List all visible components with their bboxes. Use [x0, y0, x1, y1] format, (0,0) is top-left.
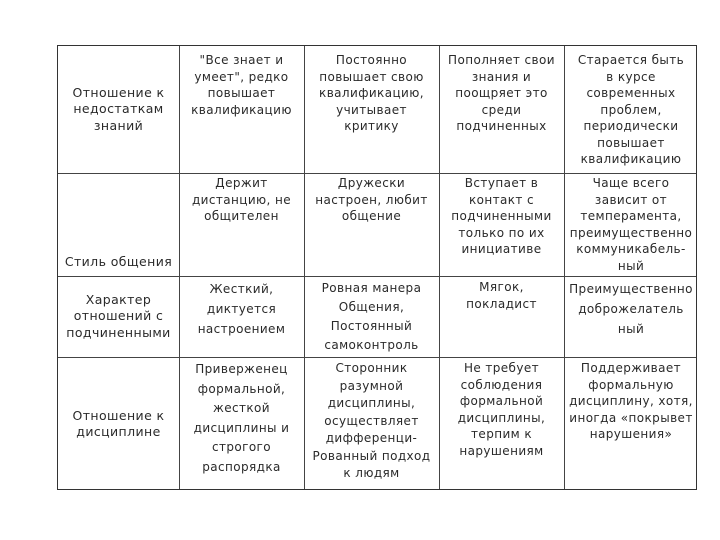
table-cell: Держит дистанцию, не общителен	[191, 176, 291, 223]
table-cell: Мягок, покладист	[466, 280, 537, 311]
table-cell: Дружески настроен, любит общение	[315, 176, 428, 223]
table-cell: Поддерживает формальную дисциплину, хотя, иногда «покрывет нарушения»	[569, 361, 693, 441]
row-label-discipline: Отношение к дисциплине	[72, 407, 165, 439]
table-cell: Приверженец формальной, жесткой дисциплины и строгого распорядка	[193, 362, 290, 474]
table-cell: Не требует соблюдения формальной дисциплины, терпим к нарушениям	[457, 361, 546, 458]
table-cell: Жесткий, диктуется настроением	[197, 282, 286, 336]
table-cell: Чаще всего зависит от темперамента, преимущественно коммуникабель- ный	[569, 176, 693, 273]
leadership-style-table	[57, 45, 697, 490]
row-label-knowledge: Отношение к недостаткам знаний	[72, 84, 165, 133]
table-cell: Преимущественно доброжелатель ный	[569, 282, 693, 336]
table-cell: Вступает в контакт с подчиненными только по их инициативе	[451, 176, 552, 256]
row-label-communication: Стиль общения	[64, 253, 173, 269]
table-cell: Ровная манера Общения, Постоянный самоконтроль	[321, 281, 422, 352]
table-cell: Старается быть в курсе современных проблем, периодически повышает квалификацию	[577, 53, 685, 166]
table-cell: Постоянно повышает свою квалификацию, учитывает критику	[319, 53, 424, 133]
table-cell: "Все знает и умеет", редко повышает квалификацию	[191, 53, 292, 117]
table-cell: Пополняет свои знания и поощряет это среди подчиненных	[448, 53, 555, 133]
table-cell: Сторонник разумной дисциплины, осуществляет дифференци- Рованный подход к людям	[312, 361, 431, 480]
row-label-relations: Характер отношений с подчиненными	[66, 291, 171, 340]
